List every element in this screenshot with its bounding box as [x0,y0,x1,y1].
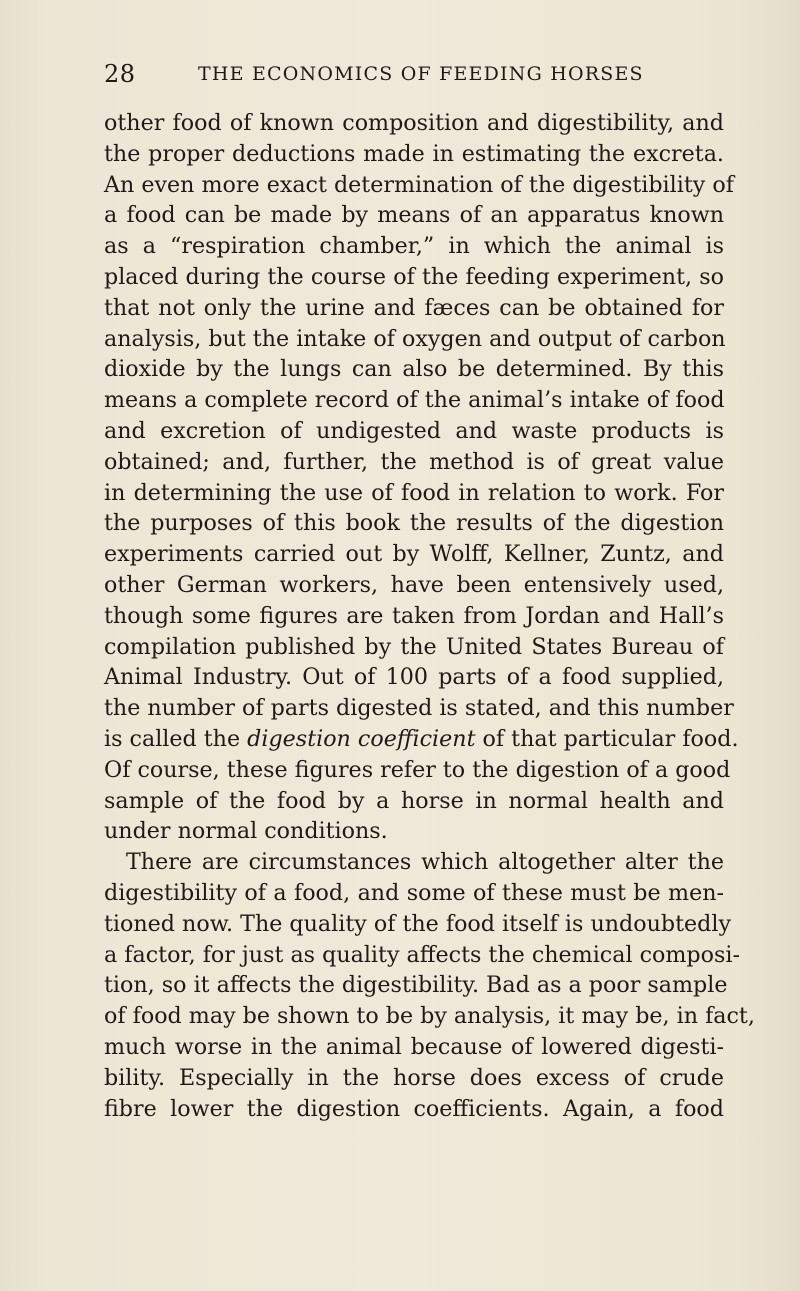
text-line: the purposes of this book the results of the digestion [104,510,724,537]
text-line: Animal Industry. Out of 100 parts of a food supplied, [104,664,724,691]
text-line: analysis, but the intake of oxygen and output of carbon [104,325,726,352]
text-line: much worse in the animal because of lowered digesti- [104,1033,724,1060]
text-line: other German workers, have been entensively used, [104,571,724,598]
text-line: under normal conditions. [104,818,388,845]
text-line: the number of parts digested is stated, and this number [104,695,734,722]
text-line: An even more exact determination of the digestibility of [104,171,734,198]
text-line: a factor, for just as quality affects the chemical composi- [104,941,740,968]
text-line: tioned now. The quality of the food itself is undoubtedly [104,910,731,937]
text-line: a food can be made by means of an apparatus known [104,202,724,229]
text-line: of food may be shown to be by analysis, it may be, in fact, [104,1003,755,1030]
page-header [104,60,724,90]
text-segment: of that particular food. [475,725,739,752]
text-line [104,724,739,755]
body-text [104,108,755,1124]
text-line: bility. Especially in the horse does excess of crude [104,1064,724,1091]
emphasized-term: digestion coefficient [247,725,476,752]
text-line: as a “respiration chamber,” in which the animal is [104,233,724,260]
text-line: fibre lower the digestion coefficients. Again, a food [104,1095,724,1122]
text-line: Of course, these figures refer to the digestion of a good [104,756,731,783]
text-line: placed during the course of the feeding experiment, so [104,263,724,290]
text-line: obtained; and, further, the method is of great value [104,448,724,475]
page-number: 28 [104,60,136,88]
text-line: in determining the use of food in relation to work. For [104,479,724,506]
text-line: digestibility of a food, and some of these must be men- [104,879,724,906]
text-line: and excretion of undigested and waste products is [104,417,724,444]
text-line: means a complete record of the animal’s intake of food [104,387,725,414]
text-line: the proper deductions made in estimating the excreta. [104,140,724,167]
text-line: dioxide by the lungs can also be determined. By this [104,356,724,383]
running-head: THE ECONOMICS OF FEEDING HORSES [198,63,644,85]
text-line: experiments carried out by Wolff, Kellner, Zuntz, and [104,541,724,568]
text-line: tion, so it affects the digestibility. Bad as a poor sample [104,972,728,999]
text-line: other food of known composition and digestibility, and [104,110,724,136]
text-line: sample of the food by a horse in normal health and [104,787,724,814]
text-line: though some figures are taken from Jordan and Hall’s [104,602,724,629]
text-line: compilation published by the United States Bureau of [104,633,724,660]
text-line: that not only the urine and fæces can be obtained for [104,294,724,321]
text-segment: is called the [104,725,248,752]
paragraph-start-line: There are circumstances which altogether alter the [126,849,724,876]
